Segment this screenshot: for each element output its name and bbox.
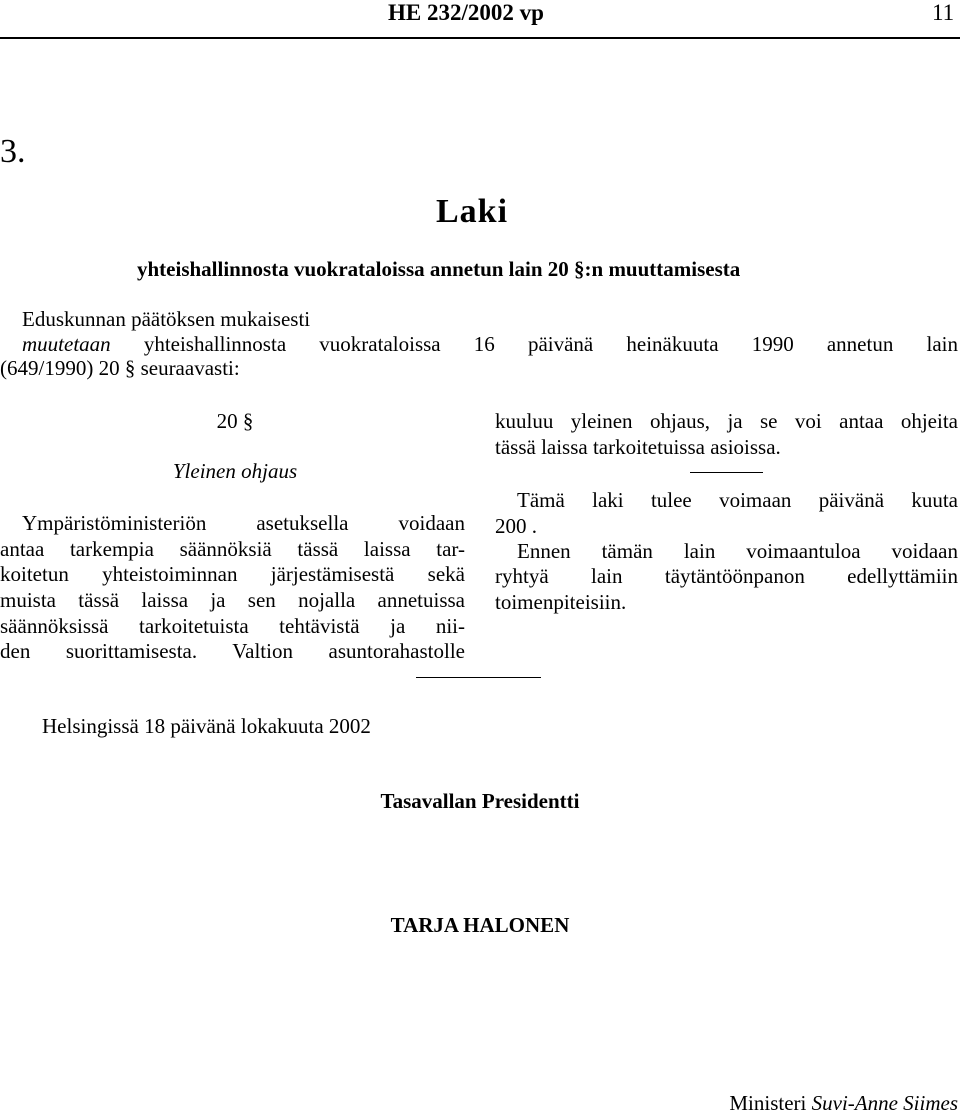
- header-rule: [0, 37, 960, 39]
- preamble-line-2: [22, 332, 958, 357]
- left-line-3: koitetun yhteistoiminnan järjestämisestä sekä: [0, 562, 465, 586]
- section-paragraph-number: 20 §: [216, 409, 254, 433]
- minister-label: Ministeri: [729, 1091, 807, 1115]
- section-number: 3.: [0, 133, 26, 170]
- law-subtitle: yhteishallinnosta vuokrataloissa annetun lain 20 §:n muuttamisesta: [137, 257, 741, 281]
- signature-name: TARJA HALONEN: [390, 913, 570, 937]
- preamble-line-3: (649/1990) 20 § seuraavasti:: [0, 356, 240, 380]
- section-end-rule: [690, 472, 763, 473]
- law-end-rule: [416, 677, 541, 678]
- signature-role: Tasavallan Presidentti: [380, 789, 580, 813]
- right-line-1: kuuluu yleinen ohjaus, ja se voi antaa ohjeita: [495, 409, 958, 433]
- page-number: 11: [932, 0, 955, 25]
- entry-p2-line-3: toimenpiteisiin.: [495, 590, 627, 614]
- law-title: Laki: [436, 193, 509, 230]
- minister-signature: [729, 1091, 958, 1116]
- left-line-4: muista tässä laissa ja sen nojalla annetuissa: [0, 588, 465, 612]
- document-id: HE 232/2002 vp: [388, 0, 544, 25]
- place-date: Helsingissä 18 päivänä lokakuuta 2002: [42, 714, 371, 738]
- preamble-verb: muutetaan: [22, 332, 111, 356]
- right-line-2: tässä laissa tarkoitetuissa asioissa.: [495, 435, 781, 459]
- left-line-1: Ympäristöministeriön asetuksella voidaan: [22, 511, 465, 535]
- left-line-5: säännöksissä tarkoitetuista tehtävistä ja nii-: [0, 614, 465, 638]
- entry-p2-line-1: Ennen tämän lain voimaantuloa voidaan: [517, 539, 958, 563]
- minister-name: Suvi-Anne Siimes: [811, 1091, 958, 1115]
- entry-p2-line-2: ryhtyä lain täytäntöönpanon edellyttämiin: [495, 564, 958, 588]
- left-line-2: antaa tarkempia säännöksiä tässä laissa tar-: [0, 537, 465, 561]
- preamble-line-2-rest: yhteishallinnosta vuokrataloissa 16 päivänä heinäkuuta 1990 annetun lain: [110, 332, 958, 356]
- entry-line-1: Tämä laki tulee voimaan päivänä kuuta: [517, 488, 958, 512]
- left-line-6: den suorittamisesta. Valtion asuntorahastolle: [0, 639, 465, 663]
- entry-line-2: 200 .: [495, 514, 537, 538]
- preamble-line-1: Eduskunnan päätöksen mukaisesti: [22, 307, 311, 331]
- section-heading: Yleinen ohjaus: [172, 459, 298, 483]
